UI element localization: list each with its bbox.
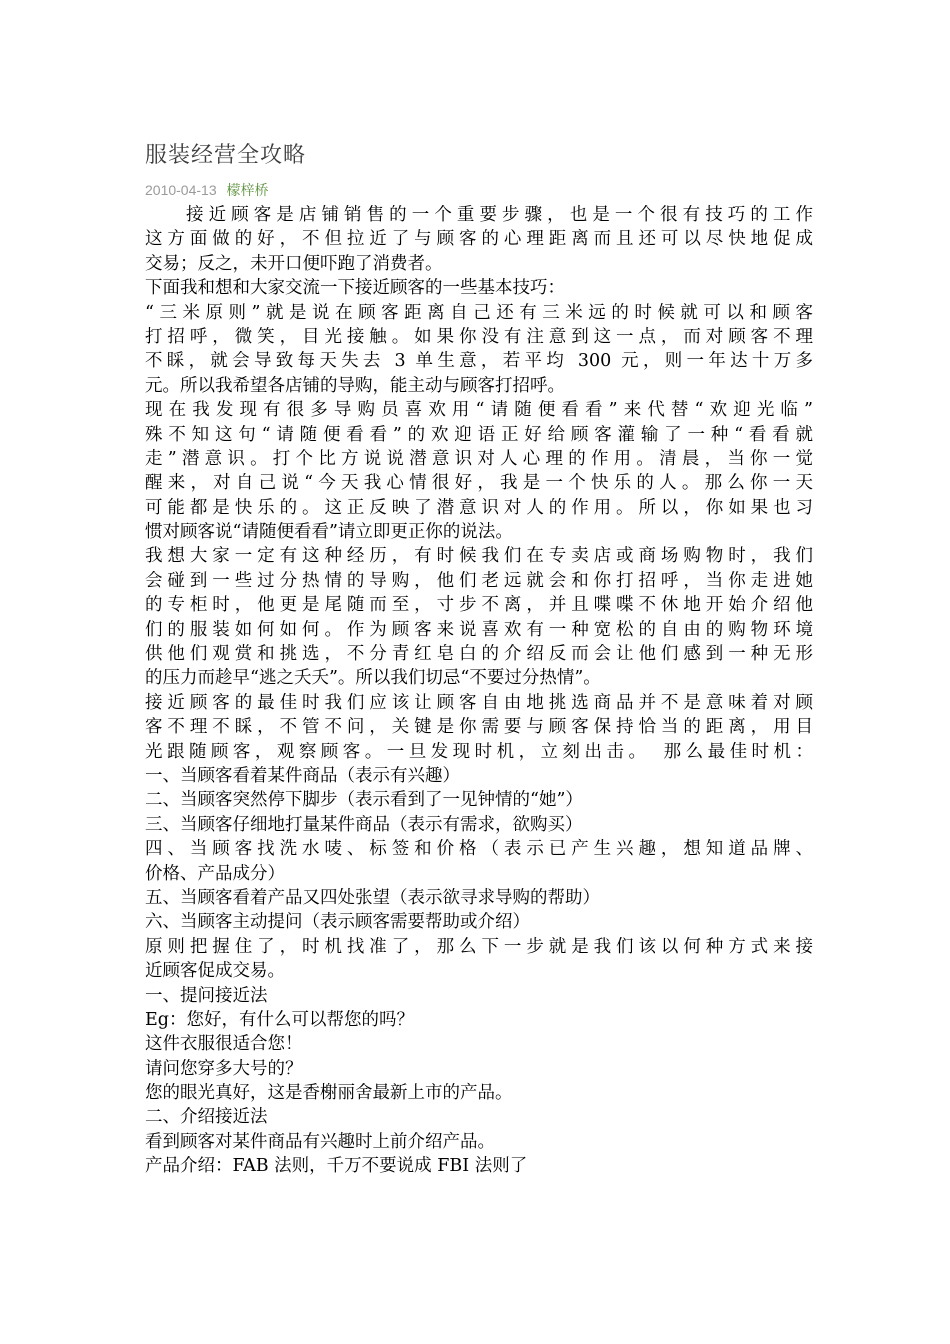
body-line: “三米原则”就是说在顾客距离自己还有三米远的时候就可以和顾客 xyxy=(145,302,813,323)
body-line: 可能都是快乐的。这正反映了潜意识对人的作用。所以，你如果也习 xyxy=(145,497,813,518)
body-line: 们的服装如何如何。作为顾客来说喜欢有一种宽松的自由的购物环境 xyxy=(145,619,813,640)
article-title: 服装经营全攻略 xyxy=(145,143,307,168)
body-line: 四、当顾客找洗水唛、标签和价格（表示已产生兴趣，想知道品牌、 xyxy=(145,839,813,860)
body-line: 原则把握住了，时机找准了，那么下一步就是我们该以何种方式来接 xyxy=(145,936,813,957)
body-line: 这方面做的好，不但拉近了与顾客的心理距离而且还可以尽快地促成 xyxy=(145,229,813,250)
body-line: 请问您穿多大号的？ xyxy=(145,1058,303,1079)
body-line: 一、提问接近法 xyxy=(145,985,268,1006)
article-date: 2010-04-13 xyxy=(145,182,217,198)
body-line: 打招呼，微笑，目光接触。如果你没有注意到这一点，而对顾客不理 xyxy=(145,326,813,347)
article-author-link[interactable]: 檬梓桥 xyxy=(226,182,269,198)
body-line: 殊不知这句“请随便看看”的欢迎语正好给顾客灌输了一种“看看就 xyxy=(145,424,813,445)
body-line: 五、当顾客看着产品又四处张望（表示欲寻求导购的帮助） xyxy=(145,887,600,908)
body-line: Eg：您好，有什么可以帮您的吗？ xyxy=(145,1009,414,1030)
body-line: 看到顾客对某件商品有兴趣时上前介绍产品。 xyxy=(145,1131,495,1152)
body-line: 不睬，就会导致每天失去 3 单生意，若平均 300 元，则一年达十万多 xyxy=(145,351,813,372)
article-meta xyxy=(145,180,269,200)
body-line: 交易；反之，未开口便吓跑了消费者。 xyxy=(145,253,443,274)
body-line: 下面我和想和大家交流一下接近顾客的一些基本技巧： xyxy=(145,278,565,299)
body-line: 现在我发现有很多导购员喜欢用“请随便看看”来代替“欢迎光临” xyxy=(145,400,813,421)
body-line: 三、当顾客仔细地打量某件商品（表示有需求，欲购买） xyxy=(145,814,583,835)
body-line: 惯对顾客说“请随便看看”请立即更正你的说法。 xyxy=(145,522,513,543)
body-line: 产品介绍：FAB 法则，千万不要说成 FBI 法则了 xyxy=(145,1156,528,1177)
body-line: 供他们观赏和挑选，不分青红皂白的介绍反而会让他们感到一种无形 xyxy=(145,644,813,665)
body-line: 您的眼光真好，这是香榭丽舍最新上市的产品。 xyxy=(145,1083,513,1104)
body-line: 的压力而趁早“逃之夭夭”。所以我们切忌“不要过分热情”。 xyxy=(145,668,601,689)
body-line: 接近顾客的最佳时我们应该让顾客自由地挑选商品并不是意味着对顾 xyxy=(145,692,813,713)
body-line: 这件衣服很适合您！ xyxy=(145,1034,303,1055)
article-body xyxy=(145,203,813,1179)
body-line: 近顾客促成交易。 xyxy=(145,961,285,982)
body-line: 六、当顾客主动提问（表示顾客需要帮助或介绍） xyxy=(145,912,530,933)
body-line: 元。所以我希望各店铺的导购，能主动与顾客打招呼。 xyxy=(145,375,565,396)
body-line: 会碰到一些过分热情的导购，他们老远就会和你打招呼，当你走进她 xyxy=(145,570,813,591)
body-line: 走”潜意识。打个比方说说潜意识对人心理的作用。清晨，当你一觉 xyxy=(145,448,813,469)
body-line: 二、介绍接近法 xyxy=(145,1107,268,1128)
body-line: 一、当顾客看着某件商品（表示有兴趣） xyxy=(145,765,460,786)
body-line: 二、当顾客突然停下脚步（表示看到了一见钟情的“她”） xyxy=(145,790,583,811)
body-line: 光跟随顾客，观察顾客。一旦发现时机，立刻出击。 那么最佳时机： xyxy=(145,741,813,762)
body-line: 客不理不睬，不管不问，关键是你需要与顾客保持恰当的距离，用目 xyxy=(145,717,813,738)
body-line: 我想大家一定有这种经历，有时候我们在专卖店或商场购物时，我们 xyxy=(145,546,813,567)
body-line: 接近顾客是店铺销售的一个重要步骤，也是一个很有技巧的工作 xyxy=(186,205,813,225)
body-line: 的专柜时，他更是尾随而至，寸步不离，并且喋喋不休地开始介绍他 xyxy=(145,595,813,616)
body-line: 价格、产品成分） xyxy=(145,863,285,884)
body-line: 醒来，对自己说“今天我心情很好，我是一个快乐的人。那么你一天 xyxy=(145,473,813,494)
